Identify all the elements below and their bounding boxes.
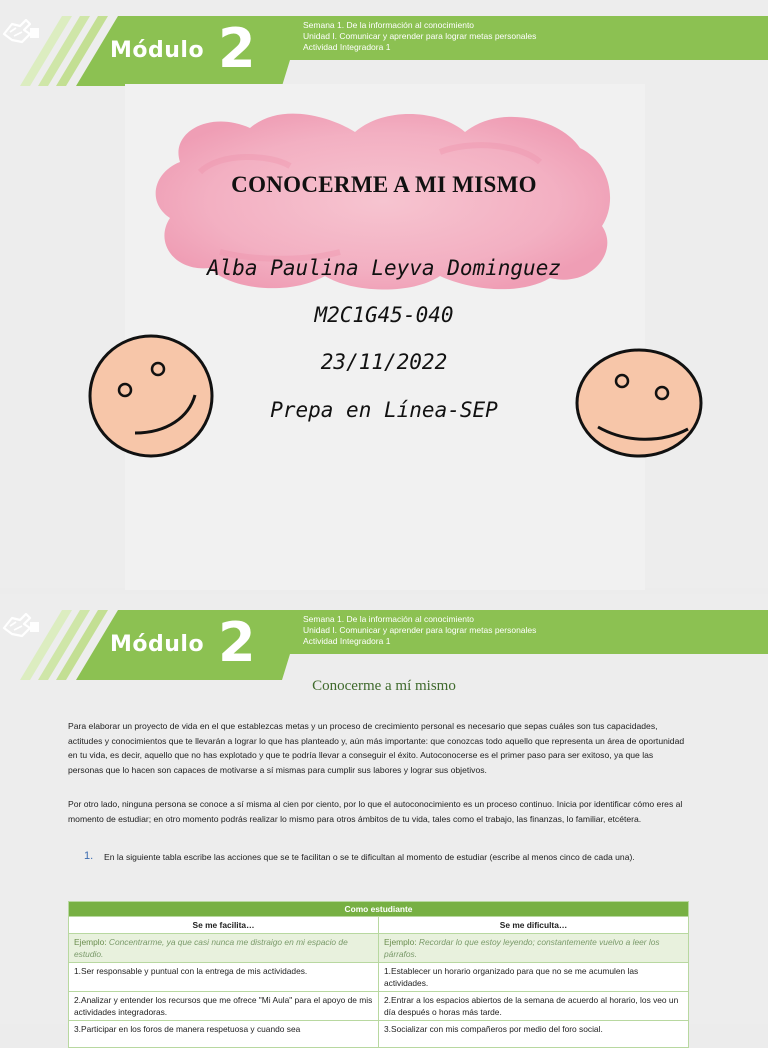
- example-cell-hard: [379, 934, 689, 963]
- column-header-hard: Se me dificulta…: [379, 917, 689, 934]
- table-caption: Como estudiante: [69, 902, 689, 917]
- table-row: [69, 992, 689, 1021]
- example-label: Ejemplo:: [384, 937, 417, 947]
- study-table: [68, 901, 689, 1048]
- module-word: Módulo: [110, 632, 205, 657]
- example-row: [69, 934, 689, 963]
- page-title: Conocerme a mí mismo: [312, 678, 456, 694]
- banner-activity: Actividad Integradora 1: [303, 42, 391, 52]
- table-cell[interactable]: 1.Establecer un horario organizado para que no se me acumulen las actividades.: [379, 963, 689, 992]
- student-group: M2C1G45-040: [314, 303, 454, 327]
- smiley-face-icon: [87, 333, 215, 459]
- table-cell[interactable]: 2.Entrar a los espacios abiertos de la semana de acuerdo al horario, los veo un día después o horas más tarde.: [379, 992, 689, 1021]
- cover-title: CONOCERME A MI MISMO: [231, 172, 537, 197]
- table-cell[interactable]: 2.Analizar y entender los recursos que me ofrece "Mi Aula" para el apoyo de mis actividades integradoras.: [69, 992, 379, 1021]
- second-paragraph: Por otro lado, ninguna persona se conoce a sí misma al cien por ciento, por lo que el autoconocimiento es un proceso continuo. Inicia por identificar cómo eres al momento de estudiar; en otro momento podrás realizar lo mismo para otros ámbitos de tu vida, tales como el trabajo, las finanzas, lo familiar, etcétera.: [68, 799, 683, 824]
- example-label: Ejemplo:: [74, 937, 107, 947]
- student-name: Alba Paulina Leyva Dominguez: [206, 256, 561, 280]
- banner-unit: Unidad I. Comunicar y aprender para lograr metas personales: [303, 625, 537, 635]
- module-word: Módulo: [110, 38, 205, 63]
- module-banner: [0, 16, 768, 86]
- banner-week: Semana 1. De la información al conocimiento: [303, 20, 475, 30]
- banner-activity: Actividad Integradora 1: [303, 636, 391, 646]
- sep-logo-icon: [0, 16, 40, 46]
- smiley-face-icon: [574, 347, 704, 459]
- banner-week: Semana 1. De la información al conocimiento: [303, 614, 475, 624]
- module-number: 2: [218, 17, 256, 80]
- table-cell[interactable]: 1.Ser responsable y puntual con la entrega de mis actividades.: [69, 963, 379, 992]
- instruction-number: 1.: [84, 850, 94, 862]
- intro-paragraph: Para elaborar un proyecto de vida en el que establezcas metas y un proceso de crecimiento personal es necesario que sepas cuáles son tus capacidades, actitudes y conocimientos que te llevarán a lograr lo que has planteado y, aún más importante: que conozcas todo aquello que representa un área de oportunidad en tu vida, es decir, aquello que no has explotado y que te podría llevar a conseguir el éxito. Autoconocerse es el primer paso para ser exitoso, ya que las personas que lo hacen son capaces de motivarse a sí mismas para cumplir sus labores y lograr sus objetivos.: [68, 721, 685, 775]
- example-text: Concentrarme, ya que casi nunca me distraigo en mi espacio de estudio.: [74, 937, 348, 959]
- example-cell-easy: [69, 934, 379, 963]
- table-cell[interactable]: 3.Socializar con mis compañeros por medio del foro social.: [379, 1021, 689, 1048]
- table-row: [69, 963, 689, 992]
- example-text: Recordar lo que estoy leyendo; constantemente vuelvo a leer los párrafos.: [384, 937, 660, 959]
- submission-date: 23/11/2022: [320, 350, 448, 374]
- banner-info: [303, 614, 536, 647]
- banner-info: [303, 20, 536, 53]
- school-name: Prepa en Línea-SEP: [270, 398, 498, 422]
- banner-unit: Unidad I. Comunicar y aprender para lograr metas personales: [303, 31, 537, 41]
- module-number: 2: [218, 611, 256, 674]
- column-header-easy: Se me facilita…: [69, 917, 379, 934]
- instruction-text: En la siguiente tabla escribe las acciones que se te facilitan o se te dificultan al momento de estudiar (escribe al menos cinco de cada una).: [104, 852, 635, 862]
- table-row: [69, 1021, 689, 1048]
- module-banner: [0, 610, 768, 680]
- sep-logo-icon: [0, 610, 40, 640]
- table-cell[interactable]: 3.Participar en los foros de manera respetuosa y cuando sea: [69, 1021, 379, 1048]
- activity-page: [0, 594, 768, 1034]
